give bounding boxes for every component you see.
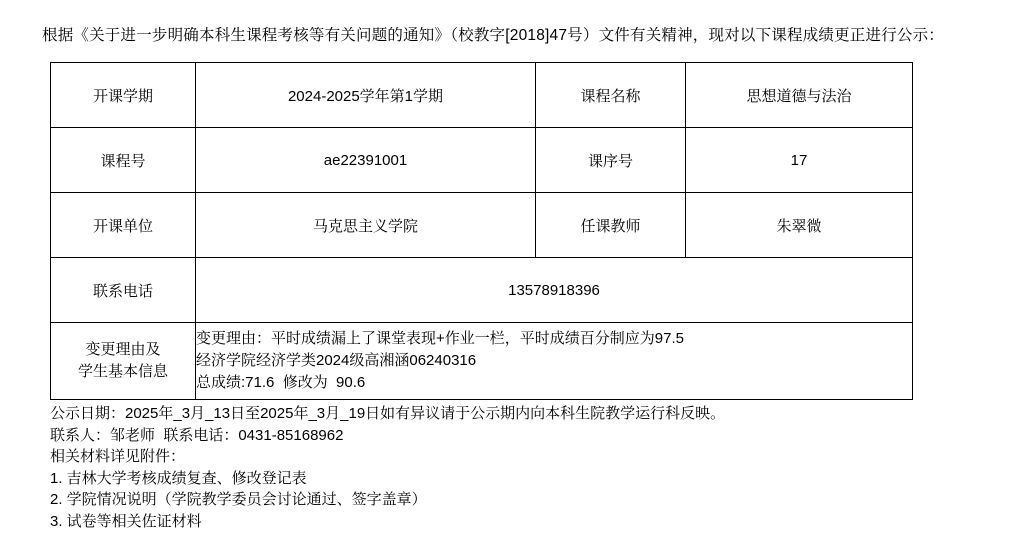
row-label-course-code: 课程号 <box>51 128 196 193</box>
row-value-department: 马克思主义学院 <box>196 193 536 258</box>
reason-line-2: 经济学院经济学类2024级高湘涵06240316 <box>196 352 477 369</box>
reason-line-3: 总成绩:71.6 修改为 90.6 <box>196 374 366 391</box>
table-row <box>51 323 913 400</box>
footer-line-attachments-title: 相关材料详见附件： <box>50 448 186 465</box>
row-label-course-seq: 课序号 <box>536 128 686 193</box>
footer-line-publish-date: 公示日期：2025年_3月_13日至2025年_3月_19日如有异议请于公示期内向本科生院教学运行科反映。 <box>50 405 726 422</box>
reason-line-1: 变更理由：平时成绩漏上了课堂表现+作业一栏，平时成绩百分制应为97.5 <box>196 330 684 347</box>
reason-label-line-1: 变更理由及 <box>85 341 161 358</box>
row-value-phone: 13578918396 <box>196 258 913 323</box>
reason-label-line-2: 学生基本信息 <box>77 363 168 380</box>
row-label-course-name: 课程名称 <box>536 63 686 128</box>
row-label-phone: 联系电话 <box>51 258 196 323</box>
row-label-semester: 开课学期 <box>51 63 196 128</box>
row-value-course-code: ae22391001 <box>196 128 536 193</box>
row-label-reason <box>51 323 196 400</box>
row-value-reason <box>196 323 913 400</box>
row-value-teacher: 朱翠微 <box>686 193 913 258</box>
table-row <box>51 63 913 128</box>
footer-line-attachment-2: 2. 学院情况说明（学院教学委员会讨论通过、签字盖章） <box>50 491 427 508</box>
table-row <box>51 193 913 258</box>
grade-correction-table <box>50 62 913 400</box>
row-label-department: 开课单位 <box>51 193 196 258</box>
footer-notes <box>50 403 975 532</box>
footer-line-attachment-3: 3. 试卷等相关佐证材料 <box>50 512 202 530</box>
row-value-semester: 2024-2025学年第1学期 <box>196 63 536 128</box>
row-label-teacher: 任课教师 <box>536 193 686 258</box>
table-row <box>51 128 913 193</box>
footer-line-contact: 联系人：邹老师 联系电话：0431-85168962 <box>50 426 344 444</box>
row-value-course-name: 思想道德与法治 <box>686 63 913 128</box>
footer-line-attachment-1: 1. 吉林大学考核成绩复查、修改登记表 <box>50 469 307 487</box>
intro-paragraph: 根据《关于进一步明确本科生课程考核等有关问题的通知》（校教字[2018]47号）文件有关精神，现对以下课程成绩更正进行公示： <box>42 27 944 44</box>
table-row <box>51 258 913 323</box>
row-value-course-seq: 17 <box>686 128 913 193</box>
